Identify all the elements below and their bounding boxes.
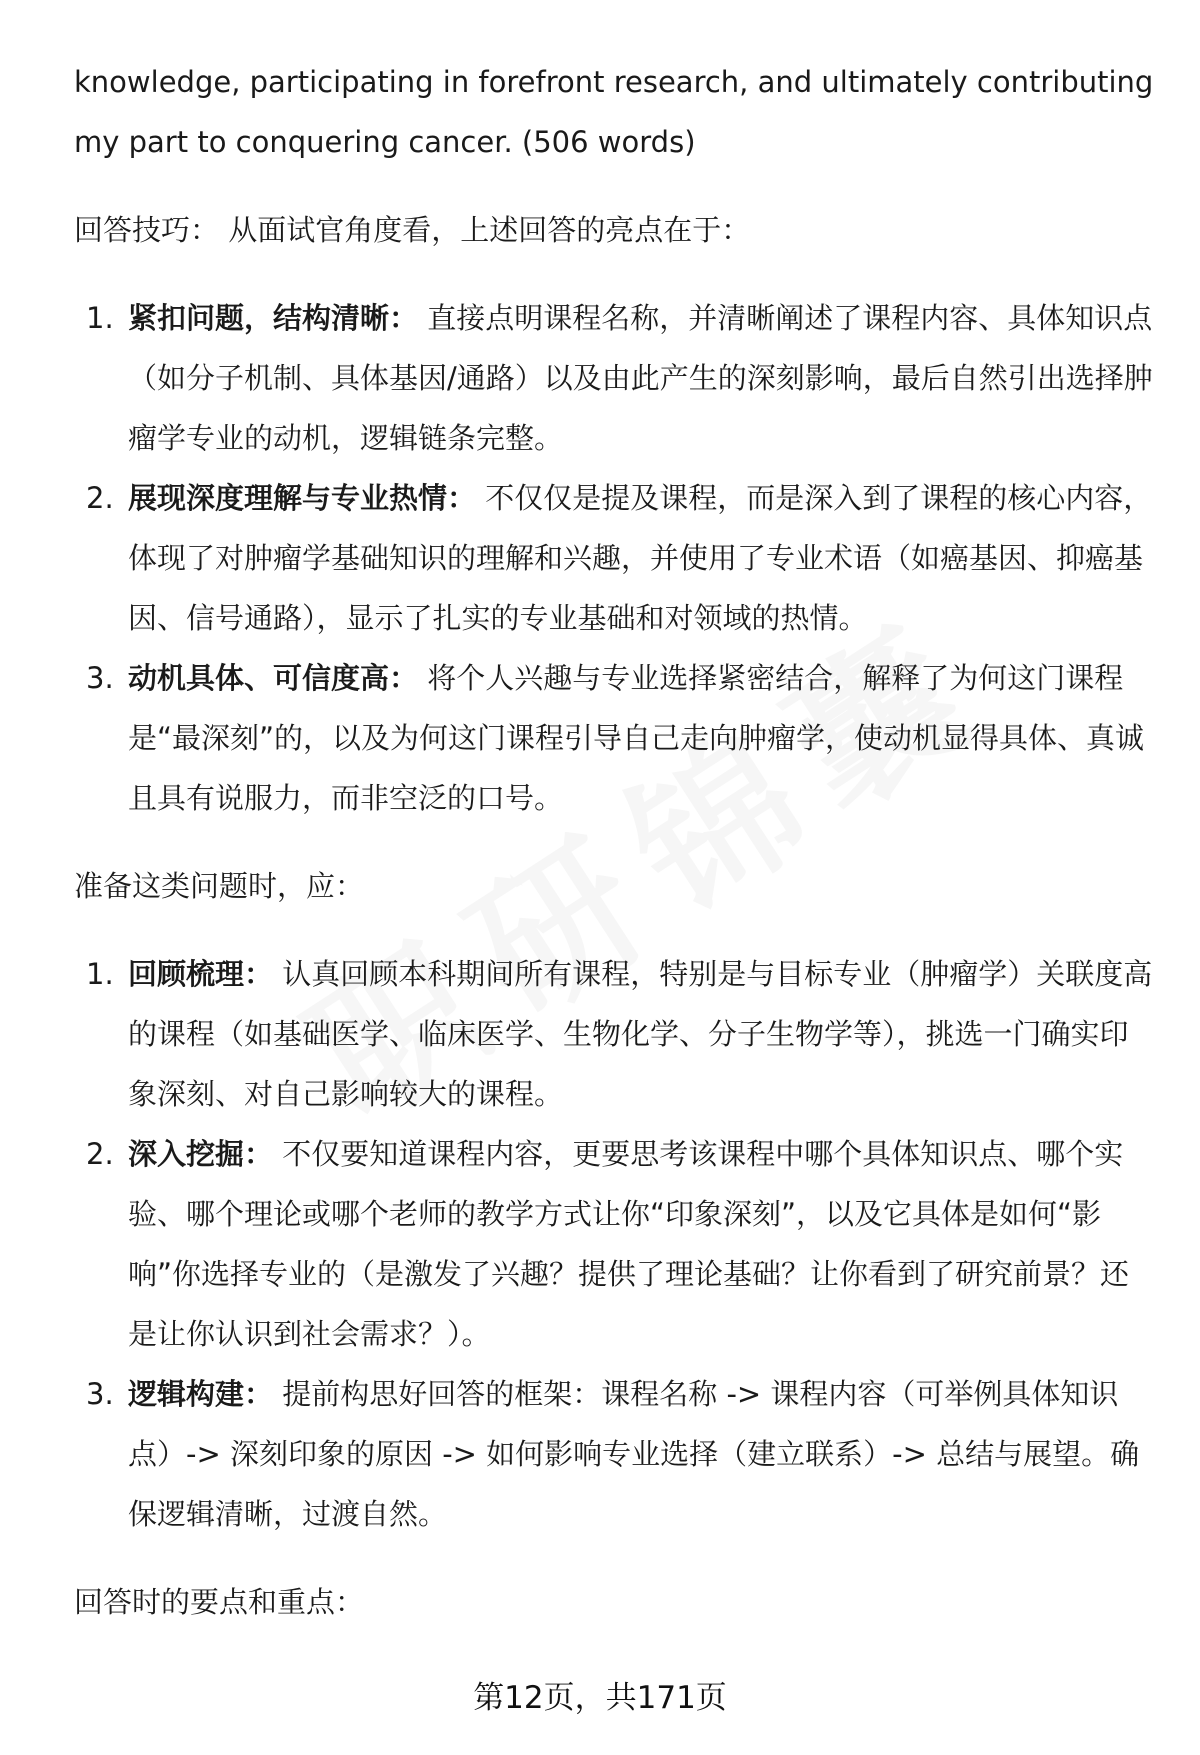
prep-list — [74, 944, 1154, 1544]
list-number: 1. — [86, 957, 114, 991]
list-item — [74, 468, 1154, 648]
list-item-body: 不仅要知道课程内容，更要思考该课程中哪个具体知识点、哪个实验、哪个理论或哪个老师的教学方式让你“印象深刻”，以及它具体是如何“影响”你选择专业的（是激发了兴趣？提供了理论基础？让你看到了研究前景？还是让你认识到社会需求？）。 — [128, 1137, 1130, 1351]
list-number: 1. — [86, 301, 114, 335]
list-item-body: 提前构思好回答的框架：课程名称 -> 课程内容（可举例具体知识点）-> 深刻印象的原因 -> 如何影响专业选择（建立联系）-> 总结与展望。确保逻辑清晰，过渡自然。 — [128, 1377, 1140, 1531]
tips-heading: 回答技巧： 从面试官角度看，上述回答的亮点在于： — [74, 213, 751, 247]
list-item-title: 紧扣问题，结构清晰： — [128, 301, 419, 335]
list-item — [74, 288, 1154, 468]
list-item-title: 展现深度理解与专业热情： — [128, 481, 477, 515]
list-item-title: 回顾梳理： — [128, 957, 274, 991]
list-item-body: 认真回顾本科期间所有课程，特别是与目标专业（肿瘤学）关联度高的课程（如基础医学、临床医学、生物化学、分子生物学等），挑选一门确实印象深刻、对自己影响较大的课程。 — [128, 957, 1153, 1111]
list-number: 3. — [86, 661, 114, 695]
intro-line-2: my part to conquering cancer. (506 words) — [74, 125, 696, 159]
list-number: 2. — [86, 481, 114, 515]
list-item — [74, 944, 1154, 1124]
list-item — [74, 648, 1154, 828]
page-footer: 第12页，共171页 — [473, 1680, 727, 1716]
list-item — [74, 1364, 1154, 1544]
list-item — [74, 1124, 1154, 1364]
tips-list — [74, 288, 1154, 828]
prep-heading: 准备这类问题时，应： — [74, 869, 365, 903]
intro-line-1: knowledge, participating in forefront research, and ultimately contributing — [74, 65, 1154, 99]
list-number: 3. — [86, 1377, 114, 1411]
list-item-title: 逻辑构建： — [128, 1377, 274, 1411]
list-item-title: 深入挖掘： — [128, 1137, 274, 1171]
list-number: 2. — [86, 1137, 114, 1171]
document-page — [74, 52, 1154, 1632]
list-item-body: 将个人兴趣与专业选择紧密结合，解释了为何这门课程是“最深刻”的，以及为何这门课程引导自己走向肿瘤学，使动机显得具体、真诚且具有说服力，而非空泛的口号。 — [128, 661, 1145, 815]
list-item-title: 动机具体、可信度高： — [128, 661, 419, 695]
list-item-body: 直接点明课程名称，并清晰阐述了课程内容、具体知识点（如分子机制、具体基因/通路）以及由此产生的深刻影响，最后自然引出选择肿瘤学专业的动机，逻辑链条完整。 — [128, 301, 1153, 455]
points-heading: 回答时的要点和重点： — [74, 1585, 365, 1619]
list-item-body: 不仅仅是提及课程，而是深入到了课程的核心内容，体现了对肿瘤学基础知识的理解和兴趣，并使用了专业术语（如癌基因、抑癌基因、信号通路），显示了扎实的专业基础和对领域的热情。 — [128, 481, 1153, 635]
